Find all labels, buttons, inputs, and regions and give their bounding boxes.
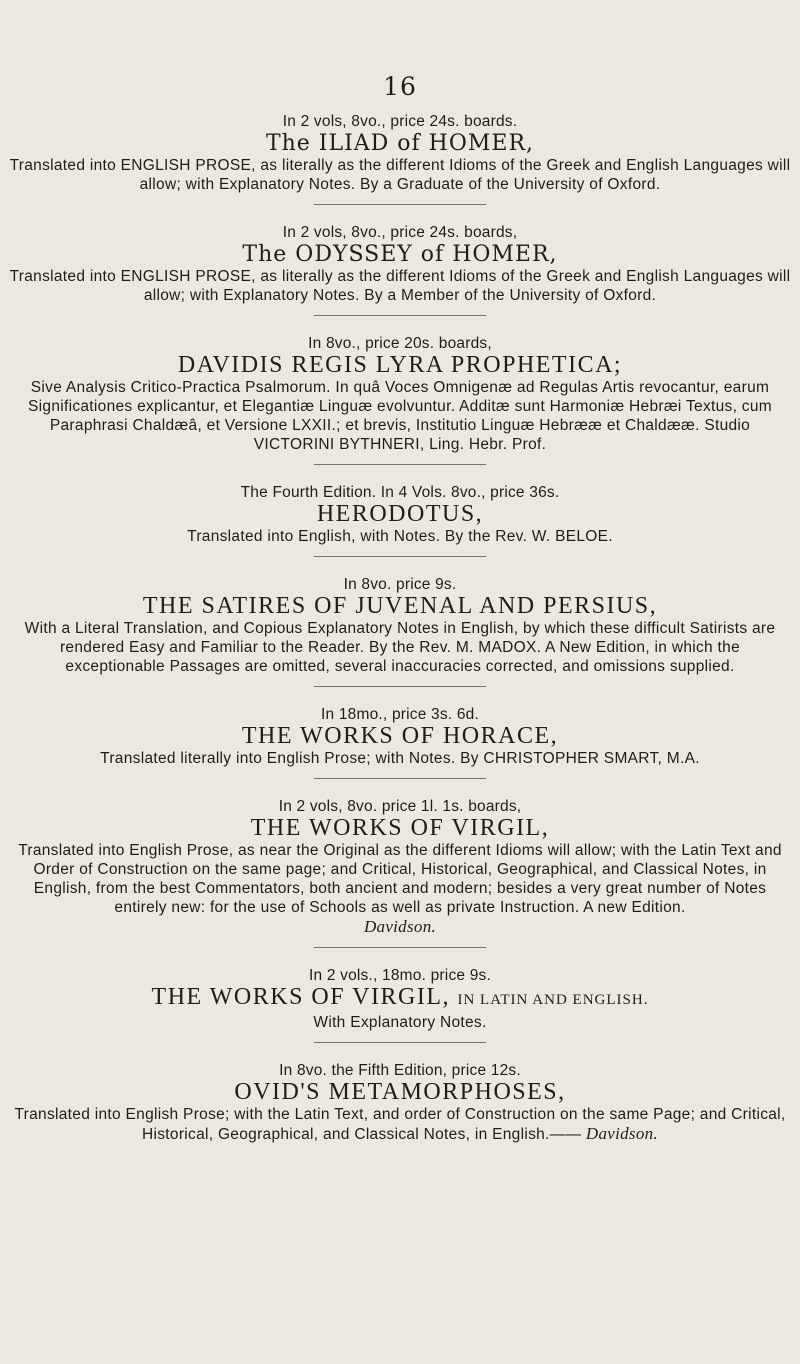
entry-format: In 8vo. price 9s. [343, 576, 457, 593]
entry-description: Translated into English, with Notes. By the Rev. W. BELOE. [187, 528, 613, 545]
author-name: Davidson. [363, 917, 437, 936]
entry-description: With a Literal Translation, and Copious Explanatory Notes in English, by which these difficult Satirists are rendered Easy and Familiar to the Reader. By the Rev. M. MADOX. A New Edition, in which the exceptionable Passages are omitted, several inaccuracies corrected, and omissions supplied. [24, 620, 776, 675]
entry-title: The ODYSSEY of HOMER, [242, 242, 558, 267]
entry-description: Translated into English Prose; with the Latin Text, and order of Construction on the same Page; and Critical, Historical, Geographical, and Classical Notes, in English.—— [14, 1106, 786, 1143]
entry-title-suffix: IN LATIN AND ENGLISH. [457, 992, 649, 1008]
divider-rule [314, 686, 486, 687]
divider-rule [314, 778, 486, 779]
entry-description: Translated into ENGLISH PROSE, as literally as the different Idioms of the Greek and English Languages will allow; with Explanatory Notes. By a Graduate of the University of Oxford. [9, 157, 791, 193]
entry-title: THE WORKS OF VIRGIL, [151, 984, 450, 1010]
entry-title: THE SATIRES OF JUVENAL AND PERSIUS, [142, 593, 658, 619]
page-number: 16 [383, 72, 417, 101]
entry-title: DAVIDIS REGIS LYRA PROPHETICA; [177, 352, 623, 378]
entry-description-row [5, 1105, 795, 1144]
entry-format: In 2 vols, 8vo. price 1l. 1s. boards, [278, 798, 522, 815]
divider-rule [314, 1042, 486, 1043]
book-entry-juvenal-persius [5, 575, 795, 687]
entry-format: In 8vo., price 20s. boards, [308, 335, 492, 352]
author-name: Davidson. [585, 1124, 658, 1143]
entry-title: THE WORKS OF HORACE, [241, 723, 559, 749]
entry-format: In 2 vols, 8vo., price 24s. boards. [282, 113, 518, 130]
entry-title: THE WORKS OF VIRGIL, [250, 815, 550, 841]
entry-author [5, 917, 795, 937]
entry-title: HERODOTUS, [316, 501, 484, 527]
divider-rule [314, 464, 486, 465]
divider-rule [314, 947, 486, 948]
entry-format: In 8vo. the Fifth Edition, price 12s. [279, 1062, 521, 1079]
divider-rule [314, 315, 486, 316]
book-entry-odyssey [5, 223, 795, 316]
book-entry-lyra-prophetica [5, 334, 795, 465]
entry-title: The ILIAD of HOMER, [265, 131, 535, 156]
entry-description: Translated into English Prose, as near the Original as the different Idioms will allow; with the Latin Text and Order of Construction on the same page; and Critical, Historical, Geographical, and Classical Notes, in English, from the best Commentators, both ancient and modern; besides a very great number of Notes entirely new: for the use of Schools as well as private Instruction. A new Edition. [18, 842, 782, 916]
entry-description: Translated into ENGLISH PROSE, as literally as the different Idioms of the Greek and English Languages will allow; with Explanatory Notes. By a Member of the University of Oxford. [9, 268, 791, 304]
book-entry-virgil-prose [5, 797, 795, 948]
book-entry-herodotus [5, 483, 795, 557]
entry-format: In 2 vols, 8vo., price 24s. boards, [282, 224, 518, 241]
entry-description: Sive Analysis Critico-Practica Psalmorum. In quâ Voces Omnigenæ ad Regulas Artis revocantur, earum Significationes explicantur, et Elegantiæ Linguæ evolvuntur. Additæ sunt Harmoniæ Hebræi Textus, cum Paraphrasi Chaldæâ, et Versione LXXII.; et brevis, Institutio Linguæ Hebrææ et Chaldææ. Studio VICTORINI BYTHNERI, Ling. Hebr. Prof. [28, 379, 772, 453]
entry-format: In 18mo., price 3s. 6d. [321, 706, 479, 723]
entry-format: In 2 vols., 18mo. price 9s. [308, 967, 491, 984]
book-entry-horace [5, 705, 795, 779]
entry-title: OVID'S METAMORPHOSES, [234, 1079, 566, 1105]
divider-rule [314, 204, 486, 205]
divider-rule [314, 556, 486, 557]
book-entry-virgil-latin-english [5, 966, 795, 1043]
entry-format: The Fourth Edition. In 4 Vols. 8vo., price 36s. [240, 484, 560, 501]
entry-description: Translated literally into English Prose; with Notes. By CHRISTOPHER SMART, M.A. [100, 750, 700, 767]
book-entry-ovid [5, 1061, 795, 1144]
entry-title-row [5, 985, 795, 1013]
entry-description: With Explanatory Notes. [313, 1014, 487, 1031]
catalogue-entries [0, 112, 800, 1144]
book-entry-iliad [5, 112, 795, 205]
